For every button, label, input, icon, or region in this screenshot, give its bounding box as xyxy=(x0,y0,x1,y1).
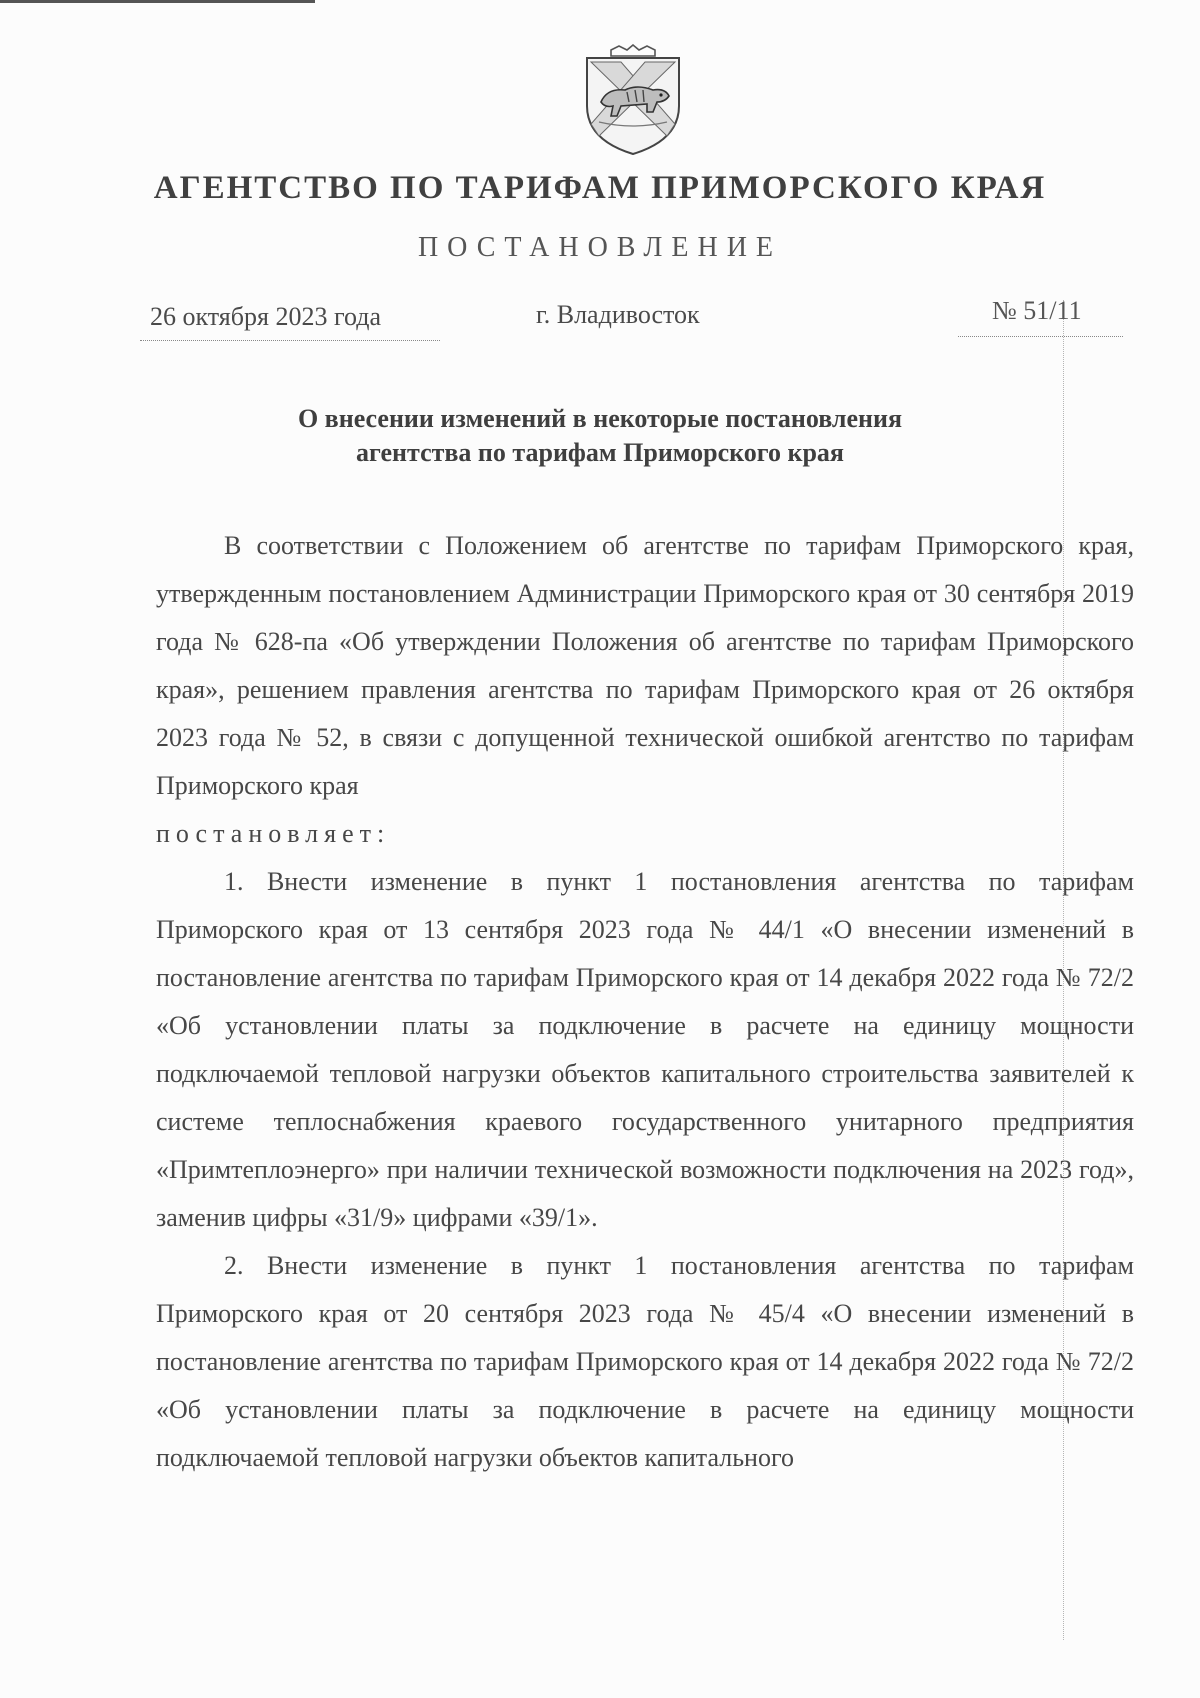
scan-edge-mark xyxy=(0,0,315,3)
document-date: 26 октября 2023 года xyxy=(150,302,381,331)
date-underline xyxy=(140,340,440,341)
resolves-line xyxy=(156,810,1134,858)
document-title-line-2: агентства по тарифам Приморского края xyxy=(356,438,844,467)
agency-name: АГЕНТСТВО ПО ТАРИФАМ ПРИМОРСКОГО КРАЯ xyxy=(153,170,1047,206)
document-body xyxy=(156,522,1134,1482)
coat-of-arms-icon xyxy=(581,44,685,156)
number-underline xyxy=(958,336,1123,337)
document-title xyxy=(0,402,1200,470)
document-number: № 51/11 xyxy=(992,296,1082,325)
document-title-line-1: О внесении изменений в некоторые постановления xyxy=(297,404,903,433)
preamble-paragraph: В соответствии с Положением об агентстве по тарифам Приморского края, утвержденным постановлением Администрации Приморского края от 30 сентября 2019 года № 628-па «Об утверждении Положения об агентстве по тарифам Приморского края», решением правления агентства по тарифам Приморского края от 26 октября 2023 года № 52, в связи с допущенной технической ошибкой агентство по тарифам Приморского края xyxy=(156,531,1134,800)
item-1-paragraph: 1. Внести изменение в пункт 1 постановления агентства по тарифам Приморского края от 13 сентября 2023 года № 44/1 «О внесении изменений в постановление агентства по тарифам Приморского края от 14 декабря 2022 года № 72/2 «Об установлении платы за подключение в расчете на единицу мощности подключаемой тепловой нагрузки объектов капитального строительства заявителей к системе теплоснабжения краевого государственного унитарного предприятия «Примтеплоэнерго» при наличии технической возможности подключения на 2023 год», заменив цифры «31/9» цифрами «39/1». xyxy=(156,867,1134,1232)
resolves-word: постановляет: xyxy=(156,819,391,848)
document-type: ПОСТАНОВЛЕНИЕ xyxy=(417,232,783,263)
document-city: г. Владивосток xyxy=(536,300,700,329)
item-2-paragraph: 2. Внести изменение в пункт 1 постановления агентства по тарифам Приморского края от 20 сентября 2023 года № 45/4 «О внесении изменений в постановление агентства по тарифам Приморского края от 14 декабря 2022 года № 72/2 «Об установлении платы за подключение в расчете на единицу мощности подключаемой тепловой нагрузки объектов капитального xyxy=(156,1251,1134,1472)
